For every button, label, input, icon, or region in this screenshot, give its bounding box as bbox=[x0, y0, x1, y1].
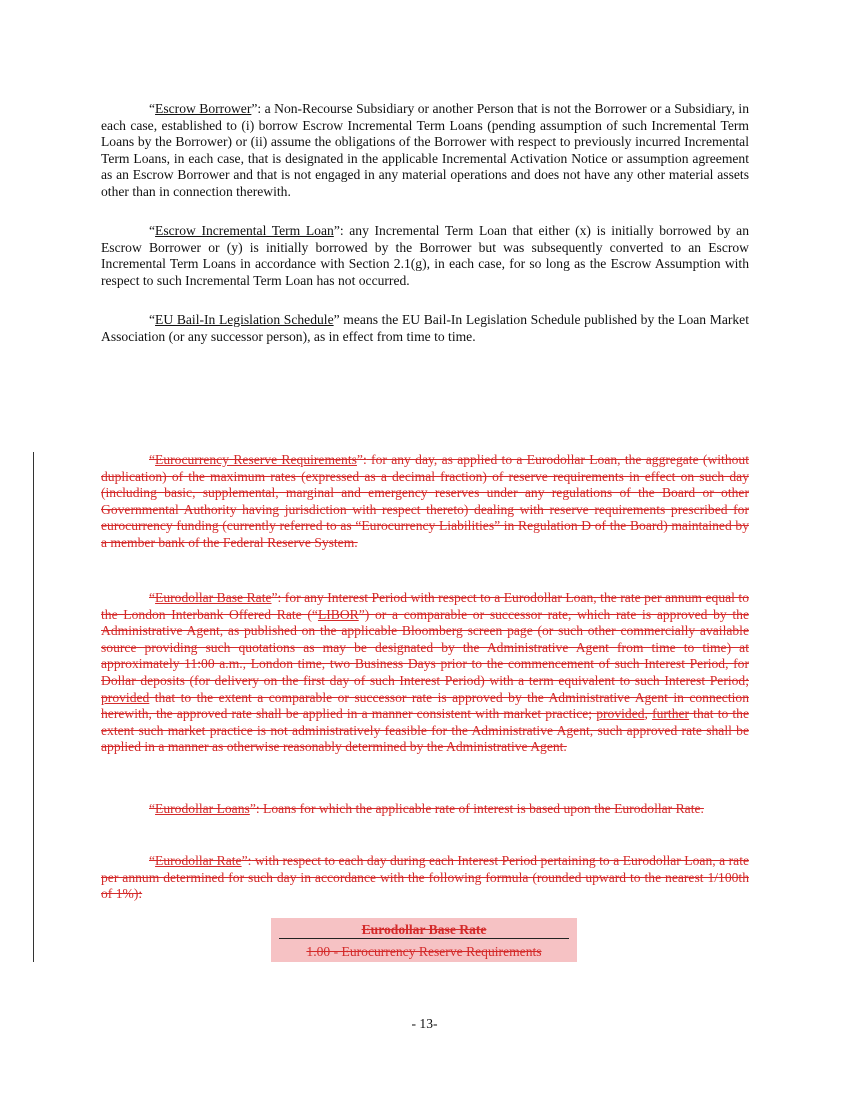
page-number: - 13- bbox=[411, 1016, 438, 1031]
definition-eurodollar-base-rate-deleted: “Eurodollar Base Rate”: for any Interest Period with respect to a Eurodollar Loan, the rate per annum equal to the London Interbank Offered Rate (“LIBOR”) or a comparable or successor rate, which rate is approved by the Administrative Agent, as published on the applicable Bloomberg screen page (or such other commercially available source providing such quotations as may be designated by the Administrative Agent from time to time) at approximately 11:00 a.m., London time, two Business Days prior to the commencement of such Interest Period, for Dollar deposits (for delivery on the first day of such Interest Period) with a term equivalent to such Interest Period; provided that to the extent a comparable or successor rate is approved by the Administrative Agent in connection herewith, the approved rate shall be applied in a manner consistent with market practice; provided, further that to the extent such market practice is not administratively feasible for the Administrative Agent, such approved rate shall be applied in a manner as otherwise reasonably determined by the Administrative Agent. bbox=[101, 590, 749, 755]
defined-term: Escrow Incremental Term Loan bbox=[155, 223, 334, 238]
change-bar bbox=[33, 452, 34, 962]
further-term: further bbox=[652, 706, 690, 722]
definition-eurocurrency-reserve-deleted: “Eurocurrency Reserve Requirements”: for any day, as applied to a Eurodollar Loan, the aggregate (without duplication) of the maximum rates (expressed as a decimal fraction) of reserve requirements in effect on such day (including basic, supplemental, marginal and emergency reserves under any regulations of the Board or other Governmental Authority having jurisdiction with respect thereto) dealing with reserve requirements prescribed for eurocurrency funding (currently referred to as “Eurocurrency Liabilities” in Regulation D of the Board) maintained by a member bank of the Federal Reserve System. bbox=[101, 452, 749, 550]
provided-term: provided bbox=[101, 689, 150, 705]
formula-numerator: Eurodollar Base Rate bbox=[361, 922, 487, 937]
definition-eu-bail-in: “EU Bail-In Legislation Schedule” means the EU Bail-In Legislation Schedule published by the Loan Market Association (or any successor person), as in effect from time to time. bbox=[101, 312, 749, 344]
eurodollar-rate-formula bbox=[271, 918, 577, 962]
libor-term: LIBOR bbox=[317, 606, 359, 622]
defined-term: EU Bail-In Legislation Schedule bbox=[155, 312, 334, 327]
defined-term: Eurodollar Loans bbox=[155, 801, 250, 816]
definition-eurodollar-rate-deleted: “Eurodollar Rate”: with respect to each day during each Interest Period pertaining to a Eurodollar Loan, a rate per annum determined for such day in accordance with the following formula (rounded upward to the nearest 1/100th of 1%): bbox=[101, 853, 749, 902]
provided-term: provided bbox=[596, 706, 645, 722]
defined-term: Escrow Borrower bbox=[155, 101, 252, 116]
definition-escrow-borrower: “Escrow Borrower”: a Non-Recourse Subsidiary or another Person that is not the Borrower or a Subsidiary, in each case, established to (i) borrow Escrow Incremental Term Loans (pending assumption of such Incremental Term Loans by the Borrower) or (ii) assume the obligations of the Borrower with respect to previously incurred Incremental Term Loans, in each case, that is designated in the applicable Incremental Activation Notice or assumption agreement as an Escrow Borrower and that is not engaged in any material operations and does not have any other material assets other than in connection therewith. bbox=[101, 101, 749, 199]
definition-escrow-incremental-term-loan: “Escrow Incremental Term Loan”: any Incremental Term Loan that either (x) is initially borrowed by an Escrow Borrower or (y) is initially borrowed by the Borrower but was subsequently converted to an Escrow Incremental Term Loans in accordance with Section 2.1(g), in each case, for so long as the Escrow Assumption with respect to such Incremental Term Loan has not occurred. bbox=[101, 223, 750, 288]
definition-eurodollar-loans-deleted: “Eurodollar Loans”: Loans for which the applicable rate of interest is based upon the Eurodollar Rate. bbox=[149, 801, 704, 816]
formula-denominator: 1.00 - Eurocurrency Reserve Requirements bbox=[306, 944, 542, 959]
defined-term: Eurodollar Rate bbox=[155, 853, 242, 868]
defined-term: Eurocurrency Reserve Requirements bbox=[155, 452, 357, 467]
defined-term: Eurodollar Base Rate bbox=[155, 590, 272, 605]
fraction-bar bbox=[279, 938, 569, 939]
